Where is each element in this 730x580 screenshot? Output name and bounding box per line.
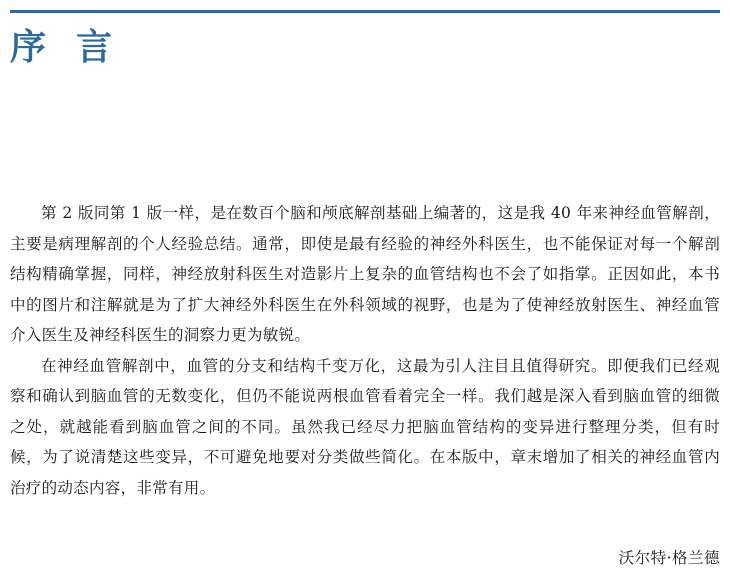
author-signature: 沃尔特·格兰德 <box>618 549 720 567</box>
paragraph-2: 在神经血管解剖中，血管的分支和结构千变万化，这最为引人注目且值得研究。即便我们已经观察和确认到脑血管的无数变化，但仍不能说两根血管看着完全一样。我们越是深入看到脑血管的细微之处，就越能看到脑血管之间的不同。虽然我已经尽力把脑血管结构的变异进行整理分类，但有时候，为了说清楚这些变异，不可避免地要对分类做些简化。在本版中，章末增加了相关的神经血管内治疗的动态内容，非常有用。 <box>10 356 720 497</box>
preface-body <box>10 198 720 503</box>
paragraph-1: 第 2 版同第 1 版一样，是在数百个脑和颅底解剖基础上编著的，这是我 40 年来神经血管解剖，主要是病理解剖的个人经验总结。通常，即使是最有经验的神经外科医生，也不能保证对每一个解剖结构精确掌握，同样，神经放射科医生对造影片上复杂的血管结构也不会了如指掌。正因如此，本书中的图片和注解就是为了扩大神经外科医生在外科领域的视野，也是为了使神经放射医生、神经血管介入医生及神经科医生的洞察力更为敏锐。 <box>10 204 720 344</box>
top-rule <box>10 10 720 13</box>
page-heading: 序言 <box>10 27 143 68</box>
